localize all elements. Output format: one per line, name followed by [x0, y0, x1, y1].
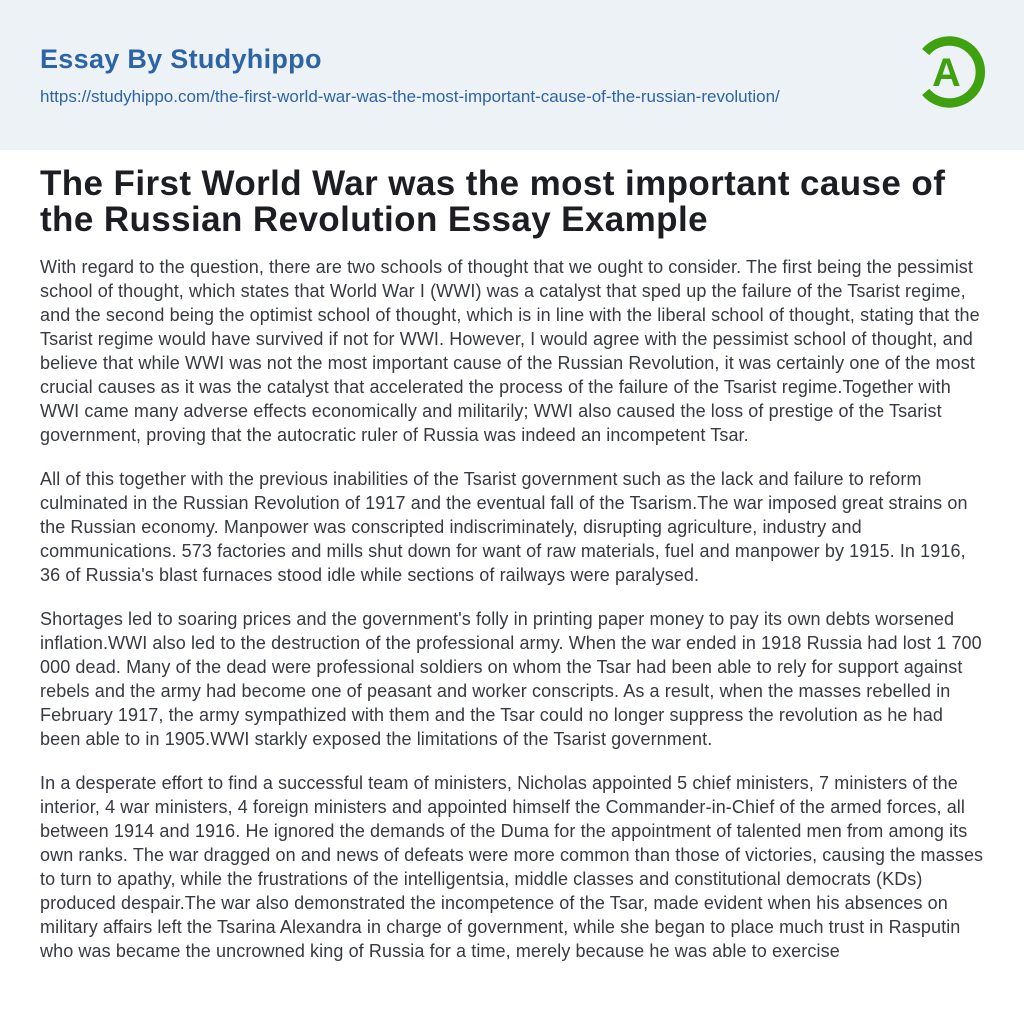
header-band — [0, 0, 1024, 150]
article-title: The First World War was the most important cause of the Russian Revolution Essay Example — [40, 164, 946, 239]
paragraph-4: In a desperate effort to find a successful team of ministers, Nicholas appointed 5 chief ministers, 7 ministers of the interior, 4 war ministers, 4 foreign ministers and appointed himself the Commander-in-Chief of the armed forces, all between 1914 and 1916. He ignored the demands of the Duma for the appointment of talented men from among its own ranks. The war dragged on and news of defeats were more common than those of victories, causing the masses to turn to apathy, while the frustrations of the intelligentsia, middle classes and constitutional democrats (KDs) produced despair.The war also demonstrated the incompetence of the Tsar, made evident when his absences on military affairs left the Tsarina Alexandra in charge of government, while she began to place much trust in Rasputin who was became the uncrowned king of Russia for a time, merely because he was able to exercise — [40, 773, 984, 961]
logo-letter: A — [932, 51, 961, 96]
page-url-link[interactable]: https://studyhippo.com/the-first-world-war-was-the-most-important-cause-of-the-russian-revolution/ — [40, 87, 780, 106]
logo-arc-icon — [906, 29, 992, 115]
site-title: Essay By Studyhippo — [40, 44, 322, 74]
paragraph-3: Shortages led to soaring prices and the government's folly in printing paper money to pay its own debts worsened inflation.WWI also led to the destruction of the professional army. When the war ended in 1918 Russia had lost 1 700 000 dead. Many of the dead were professional soldiers on whom the Tsar had been able to rely for support against rebels and the army had become one of peasant and worker conscripts. As a result, when the masses rebelled in February 1917, the army sympathized with them and the Tsar could no longer suppress the revolution as he had been able to in 1905.WWI starkly exposed the limitations of the Tsarist government. — [40, 609, 982, 749]
studyhippo-logo — [906, 29, 992, 115]
paragraph-2: All of this together with the previous inabilities of the Tsarist government such as the lack and failure to reform culminated in the Russian Revolution of 1917 and the eventual fall of the Tsarism.The war imposed great strains on the Russian economy. Manpower was conscripted indiscriminately, disrupting agriculture, industry and communications. 573 factories and mills shut down for want of raw materials, fuel and manpower by 1915. In 1916, 36 of Russia's blast furnaces stood idle while sections of railways were paralysed. — [40, 469, 968, 585]
article — [0, 150, 1024, 963]
paragraph-1: With regard to the question, there are two schools of thought that we ought to consider. The first being the pessimist school of thought, which states that World War I (WWI) was a catalyst that sped up the failure of the Tsarist regime, and the second being the optimist school of thought, which is in line with the liberal school of thought, stating that the Tsarist regime would have survived if not for WWI. However, I would agree with the pessimist school of thought, and believe that while WWI was not the most important cause of the Russian Revolution, it was certainly one of the most crucial causes as it was the catalyst that accelerated the process of the failure of the Tsarist regime.Together with WWI came many adverse effects economically and militarily; WWI also caused the loss of prestige of the Tsarist government, proving that the autocratic ruler of Russia was indeed an incompetent Tsar. — [40, 257, 980, 445]
